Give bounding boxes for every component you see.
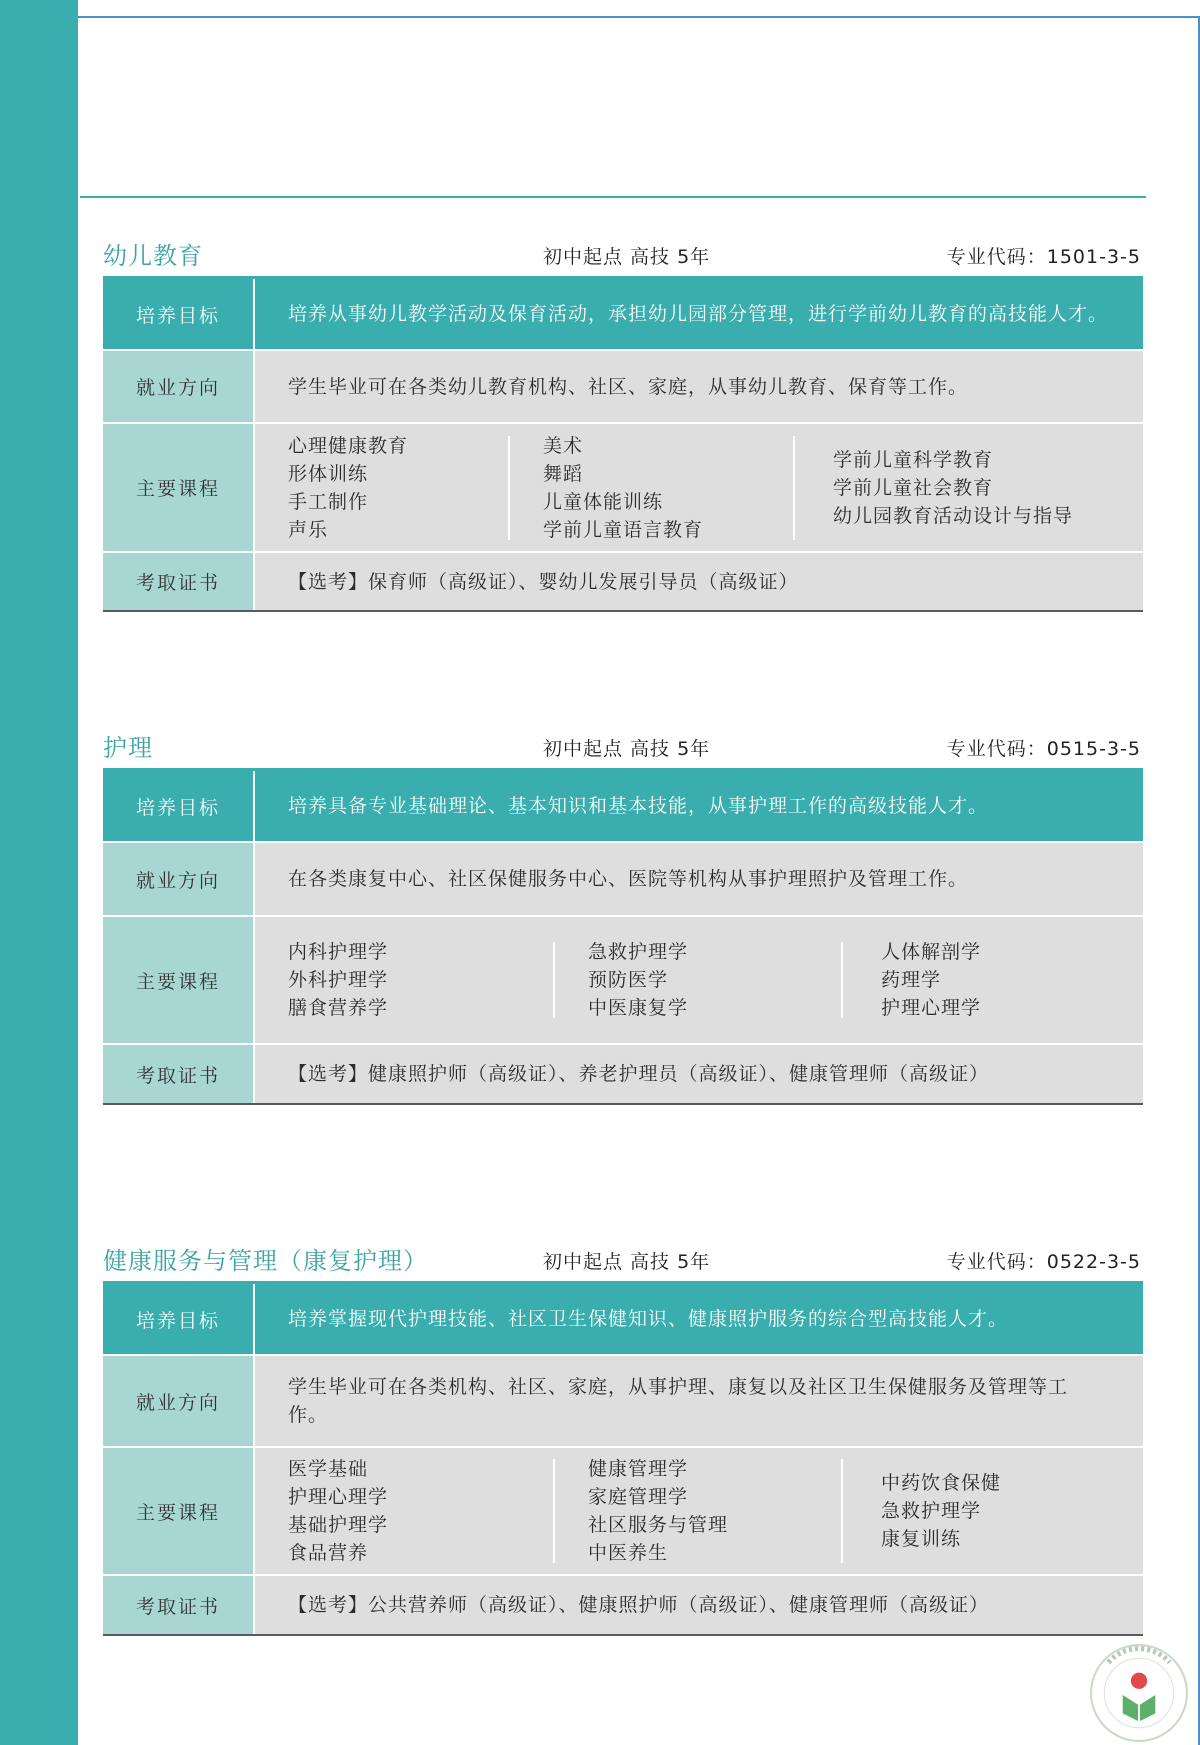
section-header [103,728,1143,768]
course-columns [288,938,1123,1022]
course-item: 预防医学 [588,969,669,991]
course-item: 医学基础 [288,1458,369,1480]
course-item: 美术 [543,434,584,457]
row-career [103,843,1143,917]
course-column [543,432,793,544]
column-divider [553,1459,555,1563]
major-code: 专业代码：1501-3-5 [946,246,1141,268]
row-content: 【选考】健康照护师（高级证）、养老护理员（高级证）、健康管理师（高级证） [255,1045,1143,1103]
row-label: 考取证书 [103,1576,255,1634]
course-item: 形体训练 [288,462,369,485]
row-cert [103,1045,1143,1103]
course-item: 学前儿童科学教育 [833,448,994,471]
course-item: 儿童体能训练 [543,490,664,513]
course-item: 食品营养 [288,1542,369,1564]
course-item: 基础护理学 [288,1514,389,1536]
course-item: 内科护理学 [288,941,389,963]
row-label: 就业方向 [103,1356,255,1446]
program-section-health-service [103,1241,1143,1636]
column-divider [508,436,510,540]
row-label: 主要课程 [103,1448,255,1574]
course-item: 护理心理学 [881,997,982,1019]
course-item: 急救护理学 [881,1500,982,1522]
column-divider [841,1459,843,1563]
row-label: 培养目标 [103,771,255,841]
course-column [288,1455,553,1567]
row-content: 培养从事幼儿教学活动及保育活动，承担幼儿园部分管理，进行学前幼儿教育的高技能人才。 [255,279,1143,349]
row-label: 就业方向 [103,843,255,915]
section-title: 健康服务与管理（康复护理） [103,1247,428,1275]
section-meta: 初中起点 高技 5年 [543,246,711,268]
row-content [255,917,1143,1043]
course-item: 中医康复学 [588,997,689,1019]
course-item: 学前儿童社会教育 [833,476,994,499]
course-item: 护理心理学 [288,1486,389,1508]
program-section-nursing [103,728,1143,1105]
row-content: 学生毕业可在各类机构、社区、家庭，从事护理、康复以及社区卫生保健服务及管理等工作。 [255,1356,1143,1446]
course-item: 中医养生 [588,1542,669,1564]
row-content: 培养掌握现代护理技能、社区卫生保健知识、健康照护服务的综合型高技能人才。 [255,1284,1143,1354]
course-item: 心理健康教育 [288,434,409,457]
program-table [103,1281,1143,1636]
course-column [288,938,553,1022]
course-item: 声乐 [288,518,329,541]
course-columns [288,432,1123,544]
row-content [255,1448,1143,1574]
course-columns [288,1455,1123,1567]
course-item: 康复训练 [881,1528,962,1550]
row-goal [103,771,1143,843]
course-item: 人体解剖学 [881,941,982,963]
course-column [881,1469,1001,1553]
course-item: 健康管理学 [588,1458,689,1480]
row-label: 主要课程 [103,424,255,551]
major-code: 专业代码：0522-3-5 [946,1251,1141,1273]
major-code: 专业代码：0515-3-5 [946,738,1141,760]
row-cert [103,553,1143,610]
course-column [588,938,841,1022]
section-title: 护理 [103,734,153,762]
section-header [103,1241,1143,1281]
row-label: 主要课程 [103,917,255,1043]
column-divider [553,942,555,1018]
course-item: 外科护理学 [288,969,389,991]
course-item: 舞蹈 [543,462,584,485]
row-content [255,424,1143,551]
row-courses [103,424,1143,553]
course-item: 手工制作 [288,490,369,513]
column-divider [841,942,843,1018]
row-career [103,351,1143,424]
row-content: 【选考】公共营养师（高级证）、健康照护师（高级证）、健康管理师（高级证） [255,1576,1143,1634]
row-career [103,1356,1143,1448]
program-table [103,768,1143,1105]
section-title: 幼儿教育 [103,242,203,270]
program-table [103,276,1143,612]
row-cert [103,1576,1143,1634]
section-meta: 初中起点 高技 5年 [543,738,711,760]
program-section-early-childhood [103,236,1143,612]
course-column [833,446,1073,530]
row-courses [103,917,1143,1045]
left-decorative-band [0,0,78,1745]
row-label: 考取证书 [103,1045,255,1103]
row-content: 【选考】保育师（高级证）、婴幼儿发展引导员（高级证） [255,553,1143,610]
row-label: 培养目标 [103,1284,255,1354]
row-label: 考取证书 [103,553,255,610]
row-label: 就业方向 [103,351,255,422]
course-item: 中药饮食保健 [881,1472,1002,1494]
course-column [588,1455,841,1567]
course-item: 幼儿园教育活动设计与指导 [833,504,1074,527]
row-label: 培养目标 [103,279,255,349]
course-item: 急救护理学 [588,941,689,963]
course-column [881,938,981,1022]
course-item: 家庭管理学 [588,1486,689,1508]
page-frame-top [78,16,1200,18]
section-meta: 初中起点 高技 5年 [543,1251,711,1273]
column-divider [793,436,795,540]
course-column [288,432,508,544]
row-courses [103,1448,1143,1576]
row-goal [103,1284,1143,1356]
row-content: 学生毕业可在各类幼儿教育机构、社区、家庭，从事幼儿教育、保育等工作。 [255,351,1143,422]
course-item: 药理学 [881,969,942,991]
course-item: 膳食营养学 [288,997,389,1019]
school-seal-logo [1088,1642,1190,1744]
header-divider [80,196,1146,198]
row-content: 培养具备专业基础理论、基本知识和基本技能，从事护理工作的高级技能人才。 [255,771,1143,841]
course-item: 学前儿童语言教育 [543,518,704,541]
course-item: 社区服务与管理 [588,1514,729,1536]
section-header [103,236,1143,276]
row-content: 在各类康复中心、社区保健服务中心、医院等机构从事护理照护及管理工作。 [255,843,1143,915]
row-goal [103,279,1143,351]
